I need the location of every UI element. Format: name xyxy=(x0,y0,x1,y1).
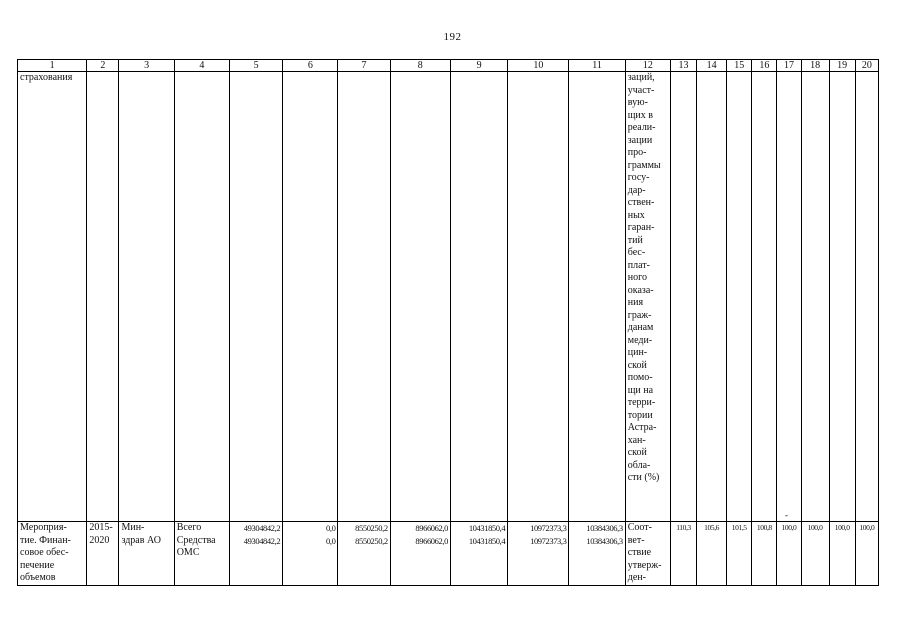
cell-line: тие. Финан- xyxy=(20,534,71,546)
cell-line: бес- xyxy=(627,247,646,258)
cell-line: 0,0 xyxy=(326,535,336,546)
cell-line: реали- xyxy=(627,122,656,133)
column-number: 2 xyxy=(87,60,119,72)
cell-line: 10384306,3 xyxy=(586,523,623,533)
cell-line: меди- xyxy=(627,334,653,346)
cell-line: цин- xyxy=(627,347,648,358)
cell-executor xyxy=(119,522,174,586)
cell-indicator-value: 110,3 xyxy=(670,522,696,586)
cell-line: ден- xyxy=(627,572,646,583)
column-number: 17 xyxy=(777,60,801,72)
cell-line: 49304842,2 xyxy=(243,535,281,546)
column-number: 13 xyxy=(670,60,696,72)
column-number: 6 xyxy=(283,60,338,72)
cell-line: оказа- xyxy=(627,284,654,296)
cell-line: щи на xyxy=(627,384,654,396)
cell-line: ствие xyxy=(627,547,652,558)
cell-line: Мероприя- xyxy=(20,522,67,533)
cell-line: плат- xyxy=(627,259,650,271)
cell-line: ных xyxy=(627,209,645,221)
cell-line: вую- xyxy=(627,97,648,108)
table-row xyxy=(18,522,879,586)
cell-line: совое обес- xyxy=(20,547,69,558)
column-number: 11 xyxy=(569,60,625,72)
cell-line: объемов xyxy=(20,572,56,583)
cell-line: граммы xyxy=(627,159,661,171)
cell-indicator-value: 100,0 xyxy=(829,522,855,586)
cell-line: вет- xyxy=(627,534,645,546)
cell-line: ного xyxy=(627,272,647,283)
column-number: 19 xyxy=(829,60,855,72)
column-number: 10 xyxy=(508,60,569,72)
column-number: 15 xyxy=(727,60,752,72)
cell-line: про- xyxy=(627,147,647,158)
cell-line: ОМС xyxy=(176,547,200,558)
cell-line: ния xyxy=(627,297,644,308)
cell-line: данам xyxy=(627,322,654,333)
column-number: 9 xyxy=(450,60,507,72)
cell-indicator-value: 100,0 xyxy=(855,522,878,586)
page-number: 192 xyxy=(443,31,462,43)
cell-line: граж- xyxy=(627,309,652,321)
cell-indicator-value: 105,6 xyxy=(697,522,727,586)
cell-line: заций, xyxy=(627,72,655,83)
cell-line: ской xyxy=(627,447,647,458)
cell-value xyxy=(283,522,338,586)
stray-mark: - xyxy=(785,510,788,520)
cell-line: 8966062,0 xyxy=(415,523,448,533)
column-number: 8 xyxy=(390,60,450,72)
column-number: 4 xyxy=(174,60,229,72)
cell-line: 10972373,3 xyxy=(530,535,567,546)
column-number: 12 xyxy=(625,60,670,72)
cell-line: 10431850,4 xyxy=(468,523,506,533)
cell-line: Мин- xyxy=(121,522,145,533)
cell-line: участ- xyxy=(627,84,655,96)
cell-line: сти (%) xyxy=(627,472,660,483)
column-number: 1 xyxy=(18,60,87,72)
cell-line: 10384306,3 xyxy=(586,535,623,546)
column-number: 14 xyxy=(697,60,727,72)
cell-line: 0,0 xyxy=(326,523,336,533)
cell-indicator-value: 100,0 xyxy=(777,522,801,586)
cell-line: щих в xyxy=(627,109,654,121)
column-number: 20 xyxy=(855,60,878,72)
cell-line: утверж- xyxy=(627,559,662,571)
cell-indicator-value: 100,8 xyxy=(752,522,777,586)
cell-measure-name xyxy=(18,522,87,586)
cell-line: 8966062,0 xyxy=(415,535,448,546)
cell-line: зации xyxy=(627,134,653,146)
cell-indicator-name xyxy=(625,522,670,586)
column-number-row xyxy=(18,60,879,72)
cell-line: обла- xyxy=(627,459,651,471)
cell-line: дар- xyxy=(627,184,646,196)
cell-line: 10431850,4 xyxy=(468,535,506,546)
column-number: 7 xyxy=(338,60,390,72)
cell-line: помо- xyxy=(627,372,653,383)
table-row xyxy=(18,72,879,522)
cell-period xyxy=(87,522,119,586)
cell-line: хан- xyxy=(627,434,646,446)
indicator-table xyxy=(17,59,879,586)
cell-line: 2020 xyxy=(89,534,110,546)
cell-indicator-value: 100,0 xyxy=(801,522,829,586)
cell-line: ской xyxy=(627,359,647,371)
cell-line: Астра- xyxy=(627,422,657,433)
cell-line: Соот- xyxy=(627,522,652,533)
cell-line: 8550250,2 xyxy=(355,523,388,533)
cell-value xyxy=(508,522,569,586)
cell-value xyxy=(450,522,507,586)
cell-line: печение xyxy=(20,559,55,571)
cell-line: Всего xyxy=(176,522,202,533)
cell-line: Средства xyxy=(176,534,216,546)
cell-value xyxy=(569,522,625,586)
cell-line: ствен- xyxy=(627,197,655,208)
cell-indicator-name xyxy=(625,72,670,522)
column-number: 16 xyxy=(752,60,777,72)
cell-line: 8550250,2 xyxy=(355,535,388,546)
cell-line: гаран- xyxy=(627,222,655,233)
cell-funding-source xyxy=(174,522,229,586)
cell-line: тий xyxy=(627,234,643,246)
cell-line: 10972373,3 xyxy=(530,523,567,533)
cell-line: тории xyxy=(627,409,653,421)
cell-value xyxy=(338,522,390,586)
cell-line: терри- xyxy=(627,397,656,408)
column-number: 3 xyxy=(119,60,174,72)
cell-line: 2015- xyxy=(89,522,113,533)
column-number: 18 xyxy=(801,60,829,72)
cell-name: страхования xyxy=(18,72,87,522)
cell-indicator-value: 101,5 xyxy=(727,522,752,586)
cell-line: здрав АО xyxy=(121,534,161,546)
cell-value xyxy=(390,522,450,586)
cell-value xyxy=(229,522,282,586)
cell-line: госу- xyxy=(627,172,650,183)
column-number: 5 xyxy=(229,60,282,72)
cell-line: 49304842,2 xyxy=(243,523,281,533)
